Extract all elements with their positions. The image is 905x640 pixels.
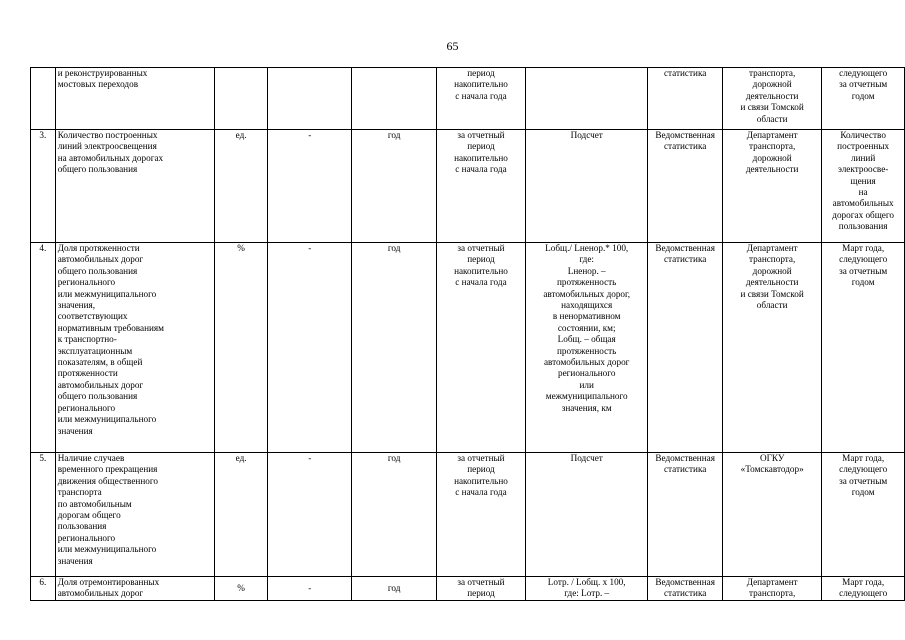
- responsible-cell: Департамент транспорта, дорожной деятельности: [723, 130, 822, 243]
- row-number: 4.: [31, 243, 56, 453]
- unit-cell: ед.: [215, 453, 268, 577]
- base-value-cell: -: [268, 453, 352, 577]
- deadline-cell: Март года, следующего: [822, 577, 905, 601]
- unit-cell: ед.: [215, 130, 268, 243]
- responsible-cell: ОГКУ «Томскавтодор»: [723, 453, 822, 577]
- time-characteristic-cell: за отчетный период накопительно с начала года: [436, 453, 525, 577]
- data-source-cell: Ведомственная статистика: [648, 130, 723, 243]
- unit-cell: [215, 68, 268, 130]
- table-row: [31, 68, 905, 130]
- unit-cell: %: [215, 243, 268, 453]
- base-value-cell: [268, 68, 352, 130]
- deadline-cell: Март года, следующего за отчетным годом: [822, 453, 905, 577]
- base-value-cell: -: [268, 243, 352, 453]
- periodicity-cell: [352, 68, 436, 130]
- row-number: 3.: [31, 130, 56, 243]
- indicator-name: и реконструированных мостовых переходов: [55, 68, 214, 130]
- time-characteristic-cell: за отчетный период накопительно с начала года: [436, 243, 525, 453]
- periodicity-cell: год: [352, 453, 436, 577]
- unit-cell: %: [215, 577, 268, 601]
- calculation-method-cell: Lотр. / Lобщ. x 100, где: Lотр. –: [526, 577, 648, 601]
- periodicity-cell: год: [352, 243, 436, 453]
- row-number: [31, 68, 56, 130]
- page-number: 65: [446, 39, 459, 53]
- table-row: [31, 577, 905, 601]
- calculation-method-cell: Lобщ./ Lненор.* 100, где: Lненор. – протяженность автомобильных дорог, находящихся в ненормативном состоянии, км; Lобщ. – общая протяженность автомобильных дорог регионального или межмуниципального значения, км: [526, 243, 648, 453]
- responsible-cell: Департамент транспорта,: [723, 577, 822, 601]
- time-characteristic-cell: за отчетный период накопительно с начала года: [436, 130, 525, 243]
- indicator-name: Наличие случаев временного прекращения движения общественного транспорта по автомобильным дорогам общего пользования регионального или межмуниципального значения: [55, 453, 214, 577]
- responsible-cell: транспорта, дорожной деятельности и связи Томской области: [723, 68, 822, 130]
- table-row: [31, 453, 905, 577]
- table-row: [31, 243, 905, 453]
- data-source-cell: Ведомственная статистика: [648, 453, 723, 577]
- data-source-cell: Ведомственная статистика: [648, 577, 723, 601]
- indicator-name: Доля отремонтированных автомобильных дорог: [55, 577, 214, 601]
- deadline-cell: Март года, следующего за отчетным годом: [822, 243, 905, 453]
- indicators-table: [30, 67, 905, 601]
- base-value-cell: -: [268, 577, 352, 601]
- table-row: [31, 130, 905, 243]
- deadline-cell: Количество построенных линий электроосве- щения на автомобильных дорогах общего пользования: [822, 130, 905, 243]
- calculation-method-cell: Подсчет: [526, 130, 648, 243]
- base-value-cell: -: [268, 130, 352, 243]
- periodicity-cell: год: [352, 577, 436, 601]
- row-number: 6.: [31, 577, 56, 601]
- indicator-name: Доля протяженности автомобильных дорог общего пользования регионального или межмуниципального значения, соответствующих нормативным требованиям к транспортно- эксплуатационным показателям, в общей протяженности автомобильных дорог общего пользования регионального или межмуниципального значения: [55, 243, 214, 453]
- responsible-cell: Департамент транспорта, дорожной деятельности и связи Томской области: [723, 243, 822, 453]
- periodicity-cell: год: [352, 130, 436, 243]
- indicator-name: Количество построенных линий электроосвещения на автомобильных дорогах общего пользования: [55, 130, 214, 243]
- row-number: 5.: [31, 453, 56, 577]
- deadline-cell: следующего за отчетным годом: [822, 68, 905, 130]
- time-characteristic-cell: за отчетный период: [436, 577, 525, 601]
- data-source-cell: статистика: [648, 68, 723, 130]
- calculation-method-cell: Подсчет: [526, 453, 648, 577]
- calculation-method-cell: [526, 68, 648, 130]
- data-source-cell: Ведомственная статистика: [648, 243, 723, 453]
- time-characteristic-cell: период накопительно с начала года: [436, 68, 525, 130]
